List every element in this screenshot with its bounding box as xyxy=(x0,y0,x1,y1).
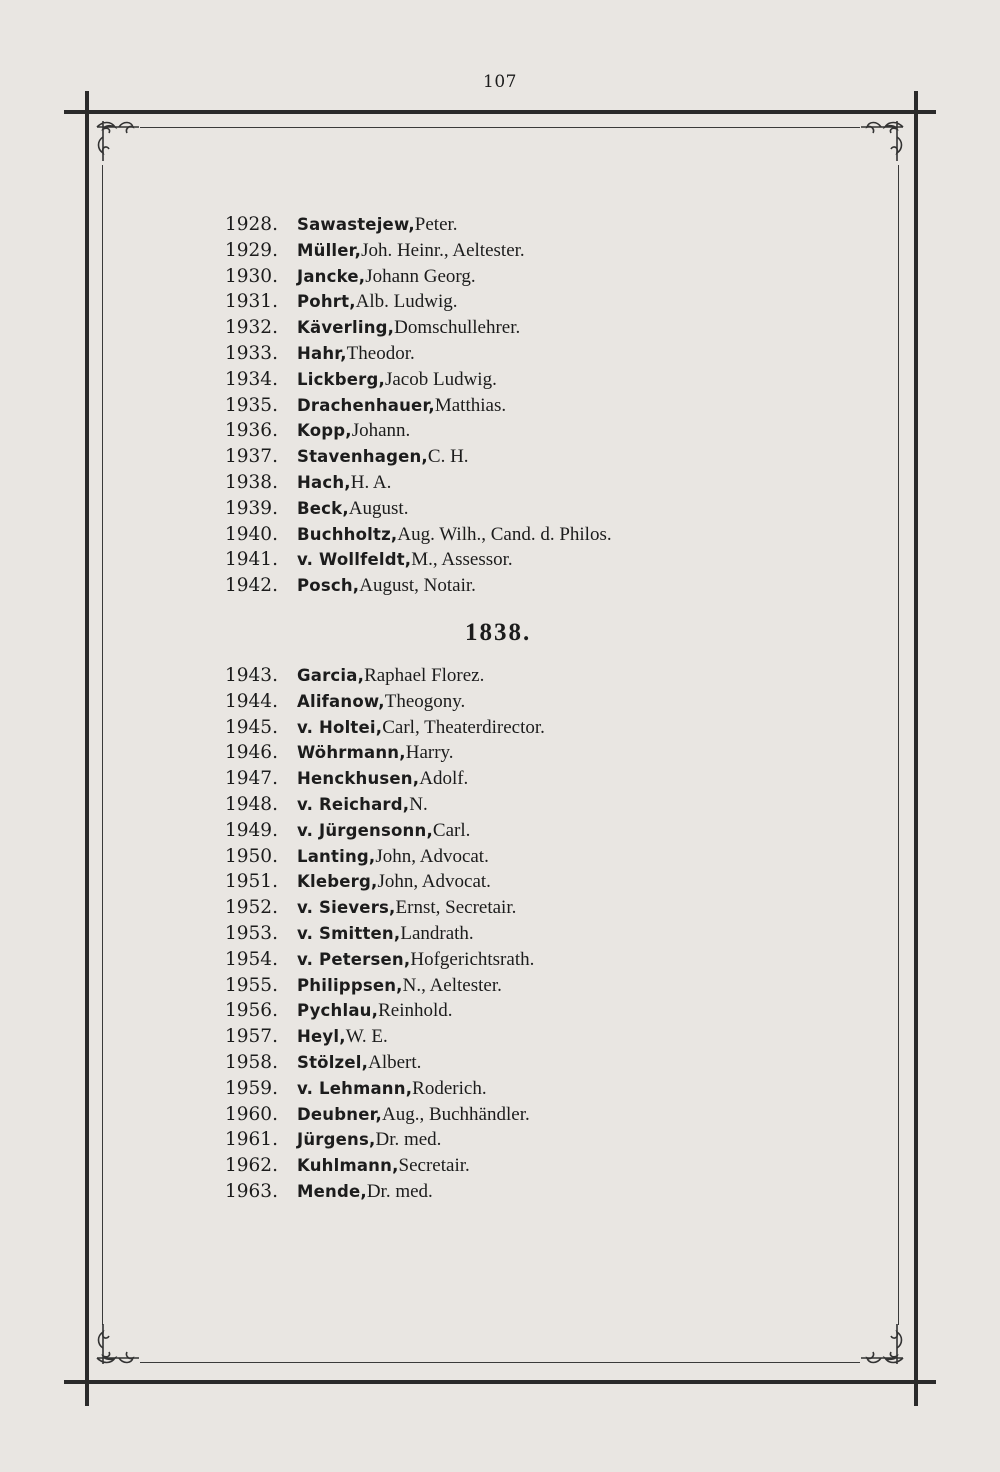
year-heading: 1838. xyxy=(465,618,532,646)
page-number: 107 xyxy=(483,72,517,92)
entry-name: Henckhusen, xyxy=(297,769,420,789)
entry-name: Müller, xyxy=(297,240,362,260)
entry-name: Drachenhauer, xyxy=(297,395,435,415)
entry-name: Stölzel, xyxy=(297,1052,369,1072)
entries-1838 xyxy=(225,663,785,1205)
entry-number: 1957. xyxy=(225,1026,278,1048)
list-item xyxy=(225,792,785,818)
entry-name: Käverling, xyxy=(297,318,395,338)
entry-name: Posch, xyxy=(297,576,360,596)
list-item xyxy=(225,212,785,238)
entry-name: Deubner, xyxy=(297,1104,382,1124)
entry-number: 1946. xyxy=(225,742,278,764)
entry-name: v. Smitten, xyxy=(297,923,401,943)
entry-number: 1949. xyxy=(225,819,278,841)
entry-name: Sawastejew, xyxy=(297,215,415,234)
list-item xyxy=(225,393,785,419)
entry-name: v. Holtei, xyxy=(297,717,383,737)
entry-name: Beck, xyxy=(297,498,349,518)
entry-number: 1939. xyxy=(225,497,278,519)
entry-number: 1938. xyxy=(225,471,278,493)
list-item xyxy=(225,766,785,792)
entry-number: 1936. xyxy=(225,420,278,442)
entry-name: v. Sievers, xyxy=(297,898,396,918)
entry-number: 1928. xyxy=(225,214,278,235)
entry-name: Garcia, xyxy=(297,665,365,685)
list-item xyxy=(225,289,785,315)
entry-details: Secretair. xyxy=(398,1155,470,1177)
entry-details: Raphael Florez. xyxy=(364,664,485,686)
list-item xyxy=(225,1127,785,1153)
list-item xyxy=(225,367,785,393)
corner-ornament-icon xyxy=(93,1320,141,1368)
entry-details: N. xyxy=(409,793,428,815)
entry-number: 1945. xyxy=(225,716,278,738)
inner-rule-bottom xyxy=(140,1362,860,1363)
list-item xyxy=(225,1024,785,1050)
entry-number: 1932. xyxy=(225,317,278,339)
list-item xyxy=(225,341,785,367)
entry-number: 1940. xyxy=(225,523,278,545)
entry-number: 1952. xyxy=(225,897,278,919)
entry-number: 1956. xyxy=(225,1000,278,1022)
entry-details: Theogony. xyxy=(384,690,466,712)
entry-details: H. A. xyxy=(350,471,392,493)
entry-name: v. Jürgensonn, xyxy=(297,820,433,840)
entry-name: v. Lehmann, xyxy=(297,1078,413,1098)
frame-rule-top xyxy=(64,110,936,114)
entry-name: v. Reichard, xyxy=(297,794,410,814)
entry-number: 1955. xyxy=(225,974,278,996)
entry-number: 1937. xyxy=(225,446,278,468)
inner-rule-left xyxy=(102,165,103,1325)
entry-details: Johann. xyxy=(351,420,411,442)
entry-name: Wöhrmann, xyxy=(297,743,406,763)
list-item xyxy=(225,418,785,444)
entry-details: Aug., Buchhändler. xyxy=(381,1103,530,1125)
list-item xyxy=(225,238,785,264)
entry-number: 1958. xyxy=(225,1051,278,1073)
entry-number: 1947. xyxy=(225,768,278,790)
entry-number: 1950. xyxy=(225,845,278,867)
entry-details: Theodor. xyxy=(346,342,415,364)
entry-name: Jürgens, xyxy=(297,1130,376,1150)
entry-number: 1930. xyxy=(225,265,278,287)
list-item xyxy=(225,715,785,741)
list-item xyxy=(225,573,785,599)
list-item xyxy=(225,547,785,573)
entry-details: Carl. xyxy=(432,819,471,841)
entry-details: Adolf. xyxy=(419,768,469,790)
list-item xyxy=(225,895,785,921)
entry-details: Landrath. xyxy=(400,922,474,944)
entry-name: Heyl, xyxy=(297,1027,346,1047)
entry-details: W. E. xyxy=(345,1026,388,1048)
list-item xyxy=(225,522,785,548)
entry-details: Jacob Ludwig. xyxy=(384,368,497,390)
entry-name: Hahr, xyxy=(297,343,347,363)
entry-name: Buchholtz, xyxy=(297,524,398,544)
entry-number: 1961. xyxy=(225,1129,278,1151)
entry-details: Peter. xyxy=(414,214,458,235)
entry-details: August. xyxy=(348,497,409,519)
inner-rule-top xyxy=(140,127,860,128)
entry-details: Albert. xyxy=(368,1051,422,1073)
entry-details: Roderich. xyxy=(412,1077,487,1099)
list-item xyxy=(225,740,785,766)
list-item xyxy=(225,264,785,290)
list-item xyxy=(225,973,785,999)
list-item xyxy=(225,470,785,496)
entry-name: Stavenhagen, xyxy=(297,447,428,467)
entry-name: Lanting, xyxy=(297,846,376,866)
entry-number: 1934. xyxy=(225,368,278,390)
entry-name: Hach, xyxy=(297,472,351,492)
list-item xyxy=(225,1076,785,1102)
entry-number: 1933. xyxy=(225,342,278,364)
list-item xyxy=(225,921,785,947)
entry-name: Alifanow, xyxy=(297,691,385,711)
entry-number: 1935. xyxy=(225,394,278,416)
list-item xyxy=(225,818,785,844)
entry-number: 1941. xyxy=(225,549,278,571)
member-list xyxy=(225,212,785,1205)
entry-number: 1951. xyxy=(225,871,278,893)
inner-rule-right xyxy=(898,165,899,1325)
entry-details: Aug. Wilh., Cand. d. Philos. xyxy=(397,523,612,545)
entry-name: Philippsen, xyxy=(297,975,403,995)
entry-number: 1943. xyxy=(225,664,278,686)
list-item xyxy=(225,496,785,522)
entry-details: Dr. med. xyxy=(375,1129,442,1151)
entry-name: v. Petersen, xyxy=(297,949,411,969)
frame-rule-right xyxy=(914,91,918,1406)
entry-name: Jancke, xyxy=(297,266,366,286)
list-item xyxy=(225,869,785,895)
corner-ornament-icon xyxy=(93,117,141,165)
entry-name: Pohrt, xyxy=(297,292,356,312)
frame-rule-bottom xyxy=(64,1380,936,1384)
list-item xyxy=(225,1102,785,1128)
list-item xyxy=(225,1153,785,1179)
entry-details: C. H. xyxy=(427,446,469,468)
entry-details: John, Advocat. xyxy=(375,845,489,867)
entry-details: N., Aeltester. xyxy=(402,974,502,996)
list-item xyxy=(225,315,785,341)
entry-details: John, Advocat. xyxy=(377,871,491,893)
entry-details: Johann Georg. xyxy=(365,265,476,287)
entry-name: Kuhlmann, xyxy=(297,1156,399,1176)
entry-details: Hofgerichtsrath. xyxy=(410,948,535,970)
corner-ornament-icon xyxy=(859,117,907,165)
entry-details: Harry. xyxy=(405,742,454,764)
entry-number: 1963. xyxy=(225,1180,278,1202)
entry-name: Mende, xyxy=(297,1181,367,1201)
frame-rule-left xyxy=(85,91,89,1406)
entry-number: 1944. xyxy=(225,690,278,712)
entry-number: 1953. xyxy=(225,922,278,944)
list-item xyxy=(225,998,785,1024)
entry-details: Dr. med. xyxy=(366,1180,433,1202)
entry-number: 1959. xyxy=(225,1077,278,1099)
entry-name: Kopp, xyxy=(297,421,352,441)
entry-number: 1960. xyxy=(225,1103,278,1125)
list-item xyxy=(225,663,785,689)
corner-ornament-icon xyxy=(859,1320,907,1368)
entry-details: Domschullehrer. xyxy=(394,317,521,339)
entry-number: 1948. xyxy=(225,793,278,815)
list-item xyxy=(225,689,785,715)
entry-number: 1954. xyxy=(225,948,278,970)
entry-details: Joh. Heinr., Aeltester. xyxy=(361,239,525,261)
entry-details: Matthias. xyxy=(434,394,507,416)
entry-details: M., Assessor. xyxy=(411,549,513,571)
entry-details: Alb. Ludwig. xyxy=(355,291,458,313)
list-item xyxy=(225,1050,785,1076)
entry-details: Ernst, Secretair. xyxy=(395,897,517,919)
entry-details: Carl, Theaterdirector. xyxy=(382,716,545,738)
entry-details: August, Notair. xyxy=(359,575,476,597)
entry-number: 1929. xyxy=(225,239,278,261)
entry-name: Lickberg, xyxy=(297,369,385,389)
entry-name: Kleberg, xyxy=(297,872,378,892)
entry-name: v. Wollfeldt, xyxy=(297,550,412,570)
list-item xyxy=(225,1179,785,1205)
entry-number: 1931. xyxy=(225,291,278,313)
list-item xyxy=(225,947,785,973)
entry-details: Reinhold. xyxy=(378,1000,453,1022)
entry-name: Pychlau, xyxy=(297,1001,379,1021)
entries-1837 xyxy=(225,212,785,599)
entry-number: 1962. xyxy=(225,1155,278,1177)
list-item xyxy=(225,844,785,870)
entry-number: 1942. xyxy=(225,575,278,597)
list-item xyxy=(225,444,785,470)
